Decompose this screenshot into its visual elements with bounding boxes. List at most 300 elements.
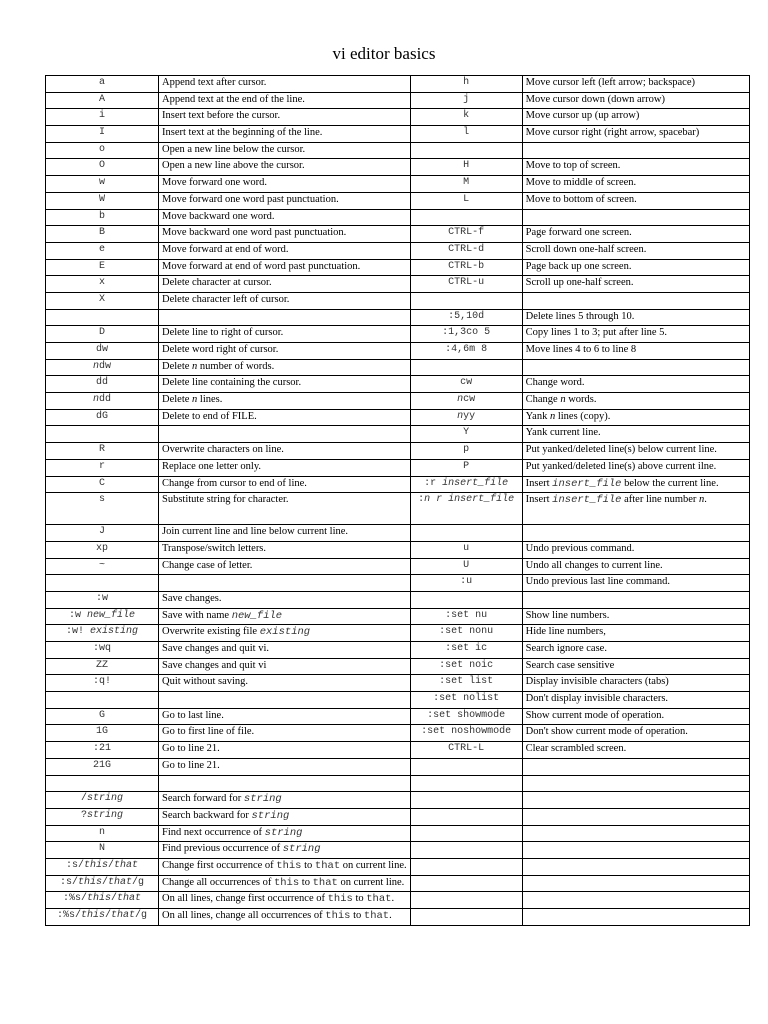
description-left-cell [159,259,411,276]
table-row [46,493,750,525]
command-left-cell [46,858,159,875]
cell-text: n [457,410,464,422]
table-row [46,892,750,909]
description-right-cell [522,142,749,159]
description-right-cell [522,725,749,742]
description-right-cell [522,642,749,659]
table-row [46,192,750,209]
cell-text: Go to line 21. [162,759,220,771]
cell-text: yy [463,410,476,422]
description-right-cell [522,558,749,575]
description-left-cell [159,675,411,692]
cell-text: :set list [439,676,494,688]
description-left-cell [159,575,411,592]
command-left-cell [46,359,159,376]
cell-text: that [108,876,133,888]
cell-text: that [312,876,338,889]
description-left-cell [159,443,411,460]
description-left-cell [159,176,411,193]
cell-text: :set showmode [427,709,506,721]
description-left-cell [159,758,411,775]
cell-text: Hide line numbers, [525,626,606,638]
description-right-cell [522,476,749,493]
cell-text: r [98,460,105,472]
command-right-cell [410,708,522,725]
cell-text: s [98,494,105,506]
cell-text: A [98,93,105,105]
cell-text: :set ic [445,643,488,654]
description-left-cell [159,591,411,608]
description-left-cell [159,92,411,109]
command-right-cell [410,808,522,825]
cell-text: Find previous occurrence of [162,843,283,855]
command-left-cell [46,775,159,792]
description-left-cell [159,142,411,159]
cell-text: that [117,893,142,905]
cell-text: Scroll up one-half screen. [525,277,634,289]
cell-text: Change word. [525,377,585,389]
description-left-cell [159,309,411,326]
description-right-cell [522,276,749,293]
cell-text: Move cursor up (up arrow) [525,110,640,122]
description-right-cell [522,176,749,193]
cell-text: words. [565,394,597,406]
command-left-cell [46,393,159,410]
cell-text: Save changes and quit vi [162,659,267,671]
cell-text: on current line. [340,859,407,871]
cell-text: new_file [87,609,136,621]
command-left-cell [46,808,159,825]
description-left-cell [159,192,411,209]
cell-text: :u [460,576,473,588]
command-right-cell [410,525,522,542]
cell-text: Yank [525,410,550,422]
command-right-cell [410,376,522,393]
description-left-cell [159,525,411,542]
description-left-cell [159,343,411,360]
table-row [46,259,750,276]
cell-text: On all lines, change first occurrence of [162,893,328,905]
cell-text: :4,6m 8 [445,344,488,355]
cell-text: CTRL-f [448,227,485,239]
description-right-cell [522,92,749,109]
cell-text: Change case of letter. [162,559,253,571]
cell-text: this [327,893,353,906]
command-right-cell [410,675,522,692]
command-left-cell [46,192,159,209]
cell-text: Show line numbers. [525,609,610,621]
cell-text: that [366,893,392,906]
cell-text: dd [95,377,108,389]
description-left-cell [159,376,411,393]
command-right-cell [410,159,522,176]
cell-text: l [463,127,470,139]
command-left-cell [46,541,159,558]
cell-text: / [111,893,118,905]
command-right-cell [410,226,522,243]
cell-text: cw [460,377,473,389]
cell-text: xp [95,542,108,554]
description-left-cell [159,459,411,476]
description-right-cell [522,541,749,558]
page-title: vi editor basics [332,44,436,63]
cell-text: W [98,193,105,205]
command-right-cell [410,92,522,109]
description-right-cell [522,459,749,476]
cell-text: . [391,893,395,905]
cell-text: x [98,277,105,289]
cell-text: . [704,494,707,506]
cell-text: this [80,910,105,921]
cell-text: On all lines, change all occurrences of [162,910,326,921]
table-row [46,858,750,875]
description-right-cell [522,393,749,410]
command-right-cell [410,259,522,276]
command-right-cell [410,775,522,792]
cell-text: Page forward one screen. [525,227,632,239]
cell-text: Search case sensitive [525,659,615,671]
cell-text: k [463,110,470,122]
cell-text: . [389,910,392,921]
cell-text: Go to first line of file. [162,726,255,738]
cell-text: Move to bottom of screen. [525,193,637,205]
cell-text: Quit without saving. [162,676,249,688]
cell-text: Insert text before the cursor. [162,110,281,122]
cell-text: this [86,893,111,905]
cell-text: dw [95,344,108,355]
table-row [46,276,750,293]
command-right-cell [410,642,522,659]
table-row [46,92,750,109]
command-left-cell [46,226,159,243]
command-left-cell [46,443,159,460]
cell-text: cw [463,394,476,406]
cell-text: / [108,859,115,871]
cell-text: D [98,327,105,339]
description-right-cell [522,292,749,309]
cell-text: n [92,360,99,372]
cell-text: Change from cursor to end of line. [162,477,307,489]
cell-text: existing [90,626,139,638]
cell-text: n [92,394,99,406]
description-right-cell [522,126,749,143]
cell-text: Insert text at the beginning of the line. [162,127,323,139]
cell-text: number of words. [197,360,275,372]
command-right-cell [410,591,522,608]
cell-text: Move backward one word. [162,210,275,222]
cell-text: to [301,859,315,871]
cell-text: string [251,809,290,822]
cell-text: :%s/ [62,893,87,905]
command-left-cell [46,493,159,525]
cell-text: Move forward one word. [162,177,267,189]
table-row [46,625,750,642]
table-row [46,109,750,126]
cell-text: H [463,160,470,172]
description-left-cell [159,642,411,659]
command-left-cell [46,309,159,326]
description-left-cell [159,725,411,742]
table-row [46,176,750,193]
command-left-cell [46,142,159,159]
command-right-cell [410,541,522,558]
command-right-cell [410,76,522,93]
description-left-cell [159,742,411,759]
cell-text: Search backward for [162,809,252,821]
command-right-cell [410,142,522,159]
table-row [46,675,750,692]
description-right-cell [522,409,749,426]
description-right-cell [522,209,749,226]
command-right-cell [410,792,522,809]
description-right-cell [522,675,749,692]
description-right-cell [522,658,749,675]
cell-text: this [325,910,351,922]
cell-text: insert_file [552,494,622,507]
description-left-cell [159,476,411,493]
cell-text: this [77,876,102,888]
cell-text: this [273,876,300,889]
cell-text: :set nu [445,609,488,621]
description-right-cell [522,892,749,909]
cell-text: new_file [231,609,283,622]
cell-text: Delete [162,394,193,406]
cell-text: string [243,793,282,806]
table-row [46,725,750,742]
cell-text: Show current mode of operation. [525,709,665,721]
description-left-cell [159,242,411,259]
description-left-cell [159,842,411,859]
description-right-cell [522,359,749,376]
cell-text: ? [80,809,87,821]
command-left-cell [46,92,159,109]
command-right-cell [410,875,522,892]
description-right-cell [522,858,749,875]
cell-text: 1G [95,726,108,738]
cell-text: /g [132,876,145,888]
cell-text: lines. [197,394,223,406]
cell-text: Page back up one screen. [525,260,632,272]
description-right-cell [522,376,749,393]
command-right-cell [410,493,522,525]
table-row [46,575,750,592]
cell-text: n [699,494,705,506]
command-left-cell [46,343,159,360]
description-right-cell [522,608,749,625]
cell-text: a [98,77,105,88]
cell-text: Save with name [162,609,232,621]
cell-text: Open a new line below the cursor. [162,143,306,155]
description-right-cell [522,875,749,892]
cell-text: Move backward one word past punctuation. [162,227,347,239]
command-right-cell [410,276,522,293]
cell-text: O [98,160,105,172]
command-left-cell [46,658,159,675]
cell-text: n r insert_file [424,494,515,506]
command-right-cell [410,309,522,326]
cell-text: Put yanked/deleted line(s) above current ilne. [525,460,717,472]
cell-text: u [463,542,470,554]
description-right-cell [522,758,749,775]
table-row [46,359,750,376]
description-left-cell [159,608,411,625]
cell-text: E [98,260,105,272]
table-row [46,476,750,493]
description-left-cell [159,393,411,410]
command-left-cell [46,292,159,309]
command-left-cell [46,758,159,775]
command-right-cell [410,758,522,775]
cell-text: C [98,477,105,489]
table-row [46,142,750,159]
cell-text: Append text after cursor. [162,77,267,88]
cell-text: Y [463,427,470,439]
cell-text: h [463,77,470,88]
cell-text: Delete [162,360,193,372]
cell-text: Substitute string for character. [162,494,289,506]
cell-text: Insert [525,494,553,506]
cell-text: Insert [525,477,553,489]
cell-text: b [98,210,105,222]
table-row [46,692,750,709]
description-left-cell [159,409,411,426]
cell-text: n [457,394,464,406]
command-left-cell [46,825,159,842]
command-left-cell [46,608,159,625]
cell-text: Move cursor right (right arrow, spacebar) [525,127,700,139]
cell-text: existing [259,626,311,639]
table-row [46,343,750,360]
cell-text: Undo previous last line command. [525,576,670,588]
cell-text: o [98,143,105,155]
command-left-cell [46,725,159,742]
cell-text: :w [95,592,108,604]
table-row [46,792,750,809]
description-left-cell [159,909,411,926]
description-left-cell [159,493,411,525]
description-left-cell [159,892,411,909]
command-right-cell [410,858,522,875]
description-right-cell [522,343,749,360]
command-left-cell [46,326,159,343]
command-right-cell [410,459,522,476]
command-right-cell [410,109,522,126]
cell-text: Scroll down one-half screen. [525,243,647,255]
command-left-cell [46,692,159,709]
cell-text: Join current line and line below current line. [162,526,349,538]
cell-text: on current line. [337,876,405,888]
table-row [46,608,750,625]
description-right-cell [522,742,749,759]
description-left-cell [159,209,411,226]
description-right-cell [522,242,749,259]
description-left-cell [159,775,411,792]
description-left-cell [159,858,411,875]
cell-text: P [463,460,470,472]
command-right-cell [410,725,522,742]
cell-text: string [282,843,321,856]
cell-text: Display invisible characters (tabs) [525,676,669,688]
cell-text: Put yanked/deleted line(s) below current line. [525,444,717,456]
cell-text: j [463,93,470,105]
command-right-cell [410,558,522,575]
table-row [46,459,750,476]
command-right-cell [410,443,522,460]
cell-text: Overwrite characters on line. [162,444,284,456]
command-right-cell [410,892,522,909]
table-row [46,525,750,542]
cell-text: :set noic [439,659,494,671]
table-row [46,825,750,842]
description-right-cell [522,692,749,709]
cell-text: CTRL-d [448,243,485,255]
table-row [46,642,750,659]
vi-command-table [45,75,750,926]
description-right-cell [522,226,749,243]
cell-text: Open a new line above the cursor. [162,160,305,172]
command-right-cell [410,126,522,143]
cell-text: p [463,444,470,456]
cell-text: insert_file [552,477,622,490]
description-left-cell [159,658,411,675]
table-row [46,426,750,443]
cell-text: G [98,709,105,721]
description-left-cell [159,159,411,176]
cell-text: string [264,826,303,839]
cell-text: Yank current line. [525,427,601,439]
cell-text: Copy lines 1 to 3; put after line 5. [525,327,668,339]
cell-text: ZZ [95,659,108,671]
cell-text: Move cursor down (down arrow) [525,93,666,105]
command-right-cell [410,326,522,343]
cell-text: :set nolist [433,693,500,705]
command-left-cell [46,875,159,892]
description-left-cell [159,558,411,575]
command-right-cell [410,343,522,360]
cell-text: :set noshowmode [421,726,512,738]
table-row [46,226,750,243]
command-right-cell [410,409,522,426]
table-row [46,326,750,343]
cell-text: lines (copy). [555,410,611,422]
command-right-cell [410,192,522,209]
cell-text: Delete word right of cursor. [162,344,279,355]
command-left-cell [46,176,159,193]
cell-text: Transpose/switch letters. [162,542,267,554]
description-right-cell [522,259,749,276]
description-right-cell [522,493,749,525]
cell-text: Move cursor left (left arrow; backspace) [525,77,696,88]
command-left-cell [46,76,159,93]
description-left-cell [159,875,411,892]
cell-text: X [98,293,105,305]
description-left-cell [159,541,411,558]
cell-text: M [463,177,470,189]
description-right-cell [522,109,749,126]
cell-text: n [192,360,198,372]
description-right-cell [522,326,749,343]
table-row [46,708,750,725]
description-right-cell [522,808,749,825]
description-right-cell [522,575,749,592]
cell-text: Undo all changes to current line. [525,559,663,571]
command-left-cell [46,159,159,176]
cell-text: w [98,177,105,189]
table-row [46,742,750,759]
cell-text: U [463,559,470,571]
description-right-cell [522,708,749,725]
cell-text: Delete to end of FILE. [162,410,257,422]
